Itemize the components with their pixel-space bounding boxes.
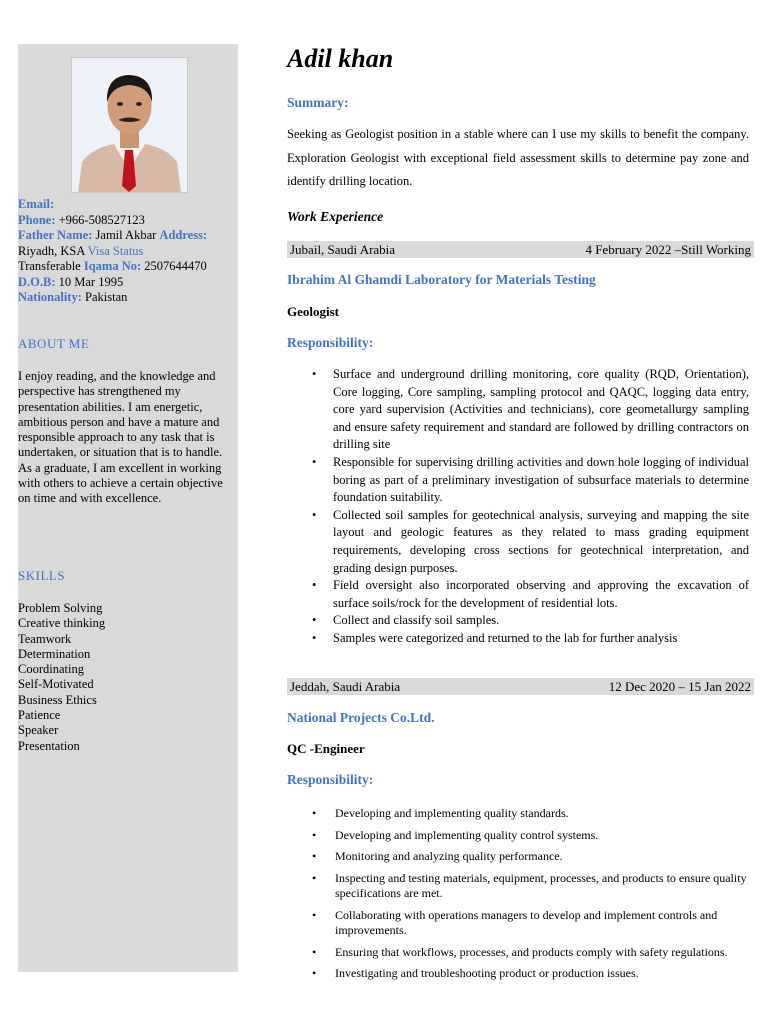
skill-item: Creative thinking	[18, 616, 106, 631]
responsibility-item: • Field oversight also incorporated observing and approving the excavation of surface soils/rock for the development of residential lots.	[312, 577, 749, 612]
responsibility-item: • Surface and underground drilling monitoring, core quality (RQD, Orientation), Core logging, Core sampling, sampling protocol and QAQC, logging data entry, core yard supervision (Activities and technicians), core geometallurgy sampling and ensure safety requirement and standard are followed by drilling contractors on drilling site	[312, 366, 749, 454]
responsibility-item: • Inspecting and testing materials, equipment, processes, and products to ensure quality specifications are met.	[312, 871, 752, 902]
about-heading: ABOUT ME	[18, 336, 90, 351]
skills-list	[18, 601, 232, 754]
skill-item: Teamwork	[18, 631, 72, 646]
responsibility-heading: Responsibility:	[287, 335, 374, 350]
nationality-label: Nationality:	[18, 290, 82, 304]
job-location: Jubail, Saudi Arabia	[290, 242, 396, 257]
skill-item: Problem Solving	[18, 601, 103, 615]
candidate-name: Adil khan	[287, 44, 394, 73]
summary-text: Seeking as Geologist position in a stable where can I use my skills to benefit the company. Exploration Geologist with exceptional field assessment skills to determine pay zone and identify drilling location.	[287, 127, 749, 188]
email-label: Email:	[18, 197, 55, 211]
responsibility-list	[312, 366, 749, 648]
summary-heading: Summary:	[287, 95, 349, 110]
job-location-bar	[287, 241, 754, 258]
dob-label: D.O.B:	[18, 274, 56, 289]
profile-photo	[71, 57, 188, 193]
company-name: National Projects Co.Ltd.	[287, 710, 435, 725]
address-label: Address:	[159, 228, 208, 242]
job-title: Geologist	[287, 304, 339, 319]
responsibility-item: • Ensuring that workflows, processes, and products comply with safety regulations.	[312, 945, 752, 961]
responsibility-heading: Responsibility:	[287, 772, 374, 787]
visa-status-value: Transferable	[18, 259, 84, 273]
responsibility-item: • Developing and implementing quality control systems.	[312, 828, 752, 844]
responsibility-item: • Monitoring and analyzing quality performance.	[312, 849, 752, 865]
responsibility-item: • Collected soil samples for geotechnical analysis, surveying and mapping the site layout and geologic features as they related to mass grading equipment requirements, developing cross sections for geotechnical interpretation, and grading design purposes.	[312, 507, 749, 577]
responsibility-item: • Investigating and troubleshooting product or production issues.	[312, 966, 752, 982]
contact-info	[18, 197, 238, 306]
job-dates: 4 February 2022 –Still Working	[585, 242, 751, 257]
visa-status-label: Visa Status	[87, 243, 144, 258]
skill-item: Coordinating	[18, 662, 84, 677]
portrait-image	[72, 58, 187, 192]
job-location: Jeddah, Saudi Arabia	[290, 679, 401, 694]
phone-label: Phone:	[18, 212, 56, 227]
job-dates: 12 Dec 2020 – 15 Jan 2022	[608, 679, 751, 694]
responsibility-item: • Responsible for supervising drilling activities and down hole logging of individual boring as part of a preliminary investigation of subsurface materials to determine foundation suitability.	[312, 454, 749, 507]
iqama-label: Iqama No:	[83, 259, 142, 273]
iqama-value: 2507644470	[141, 259, 207, 273]
skill-item: Business Ethics	[18, 692, 97, 707]
father-name-label: Father Name:	[18, 228, 93, 242]
company-name: Ibrahim Al Ghamdi Laboratory for Materials Testing	[287, 272, 596, 287]
responsibility-list	[312, 806, 752, 988]
dob-value: 10 Mar 1995	[55, 274, 124, 289]
responsibility-item: • Samples were categorized and returned to the lab for further analysis	[312, 630, 749, 648]
skill-item: Self-Motivated	[18, 677, 94, 692]
responsibility-item: • Collect and classify soil samples.	[312, 612, 749, 630]
skill-item: Determination	[18, 646, 91, 661]
job-title: QC -Engineer	[287, 741, 365, 756]
work-experience-heading: Work Experience	[287, 209, 384, 224]
phone-value: +966-508527123	[55, 212, 145, 227]
skill-item: Presentation	[18, 738, 80, 753]
responsibility-item: • Developing and implementing quality standards.	[312, 806, 752, 822]
about-text: I enjoy reading, and the knowledge and perspective has strengthened my presentation abilities. I am energetic, ambitious person and have a mature and responsible approach to any task that is undertaken, or situation that is to handle. As a graduate, I am excellent in working with others to achieve a certain objective on time and with excellence.	[18, 369, 223, 506]
job-location-bar	[287, 678, 754, 695]
skill-item: Patience	[18, 708, 61, 723]
nationality-value: Pakistan	[81, 290, 128, 304]
responsibility-item: • Collaborating with operations managers to develop and implement controls and improvements.	[312, 908, 752, 939]
skills-heading: SKILLS	[18, 568, 66, 583]
father-name-value: Jamil Akbar	[92, 228, 160, 242]
address-value: Riyadh, KSA	[18, 243, 88, 258]
skill-item: Speaker	[18, 723, 59, 738]
